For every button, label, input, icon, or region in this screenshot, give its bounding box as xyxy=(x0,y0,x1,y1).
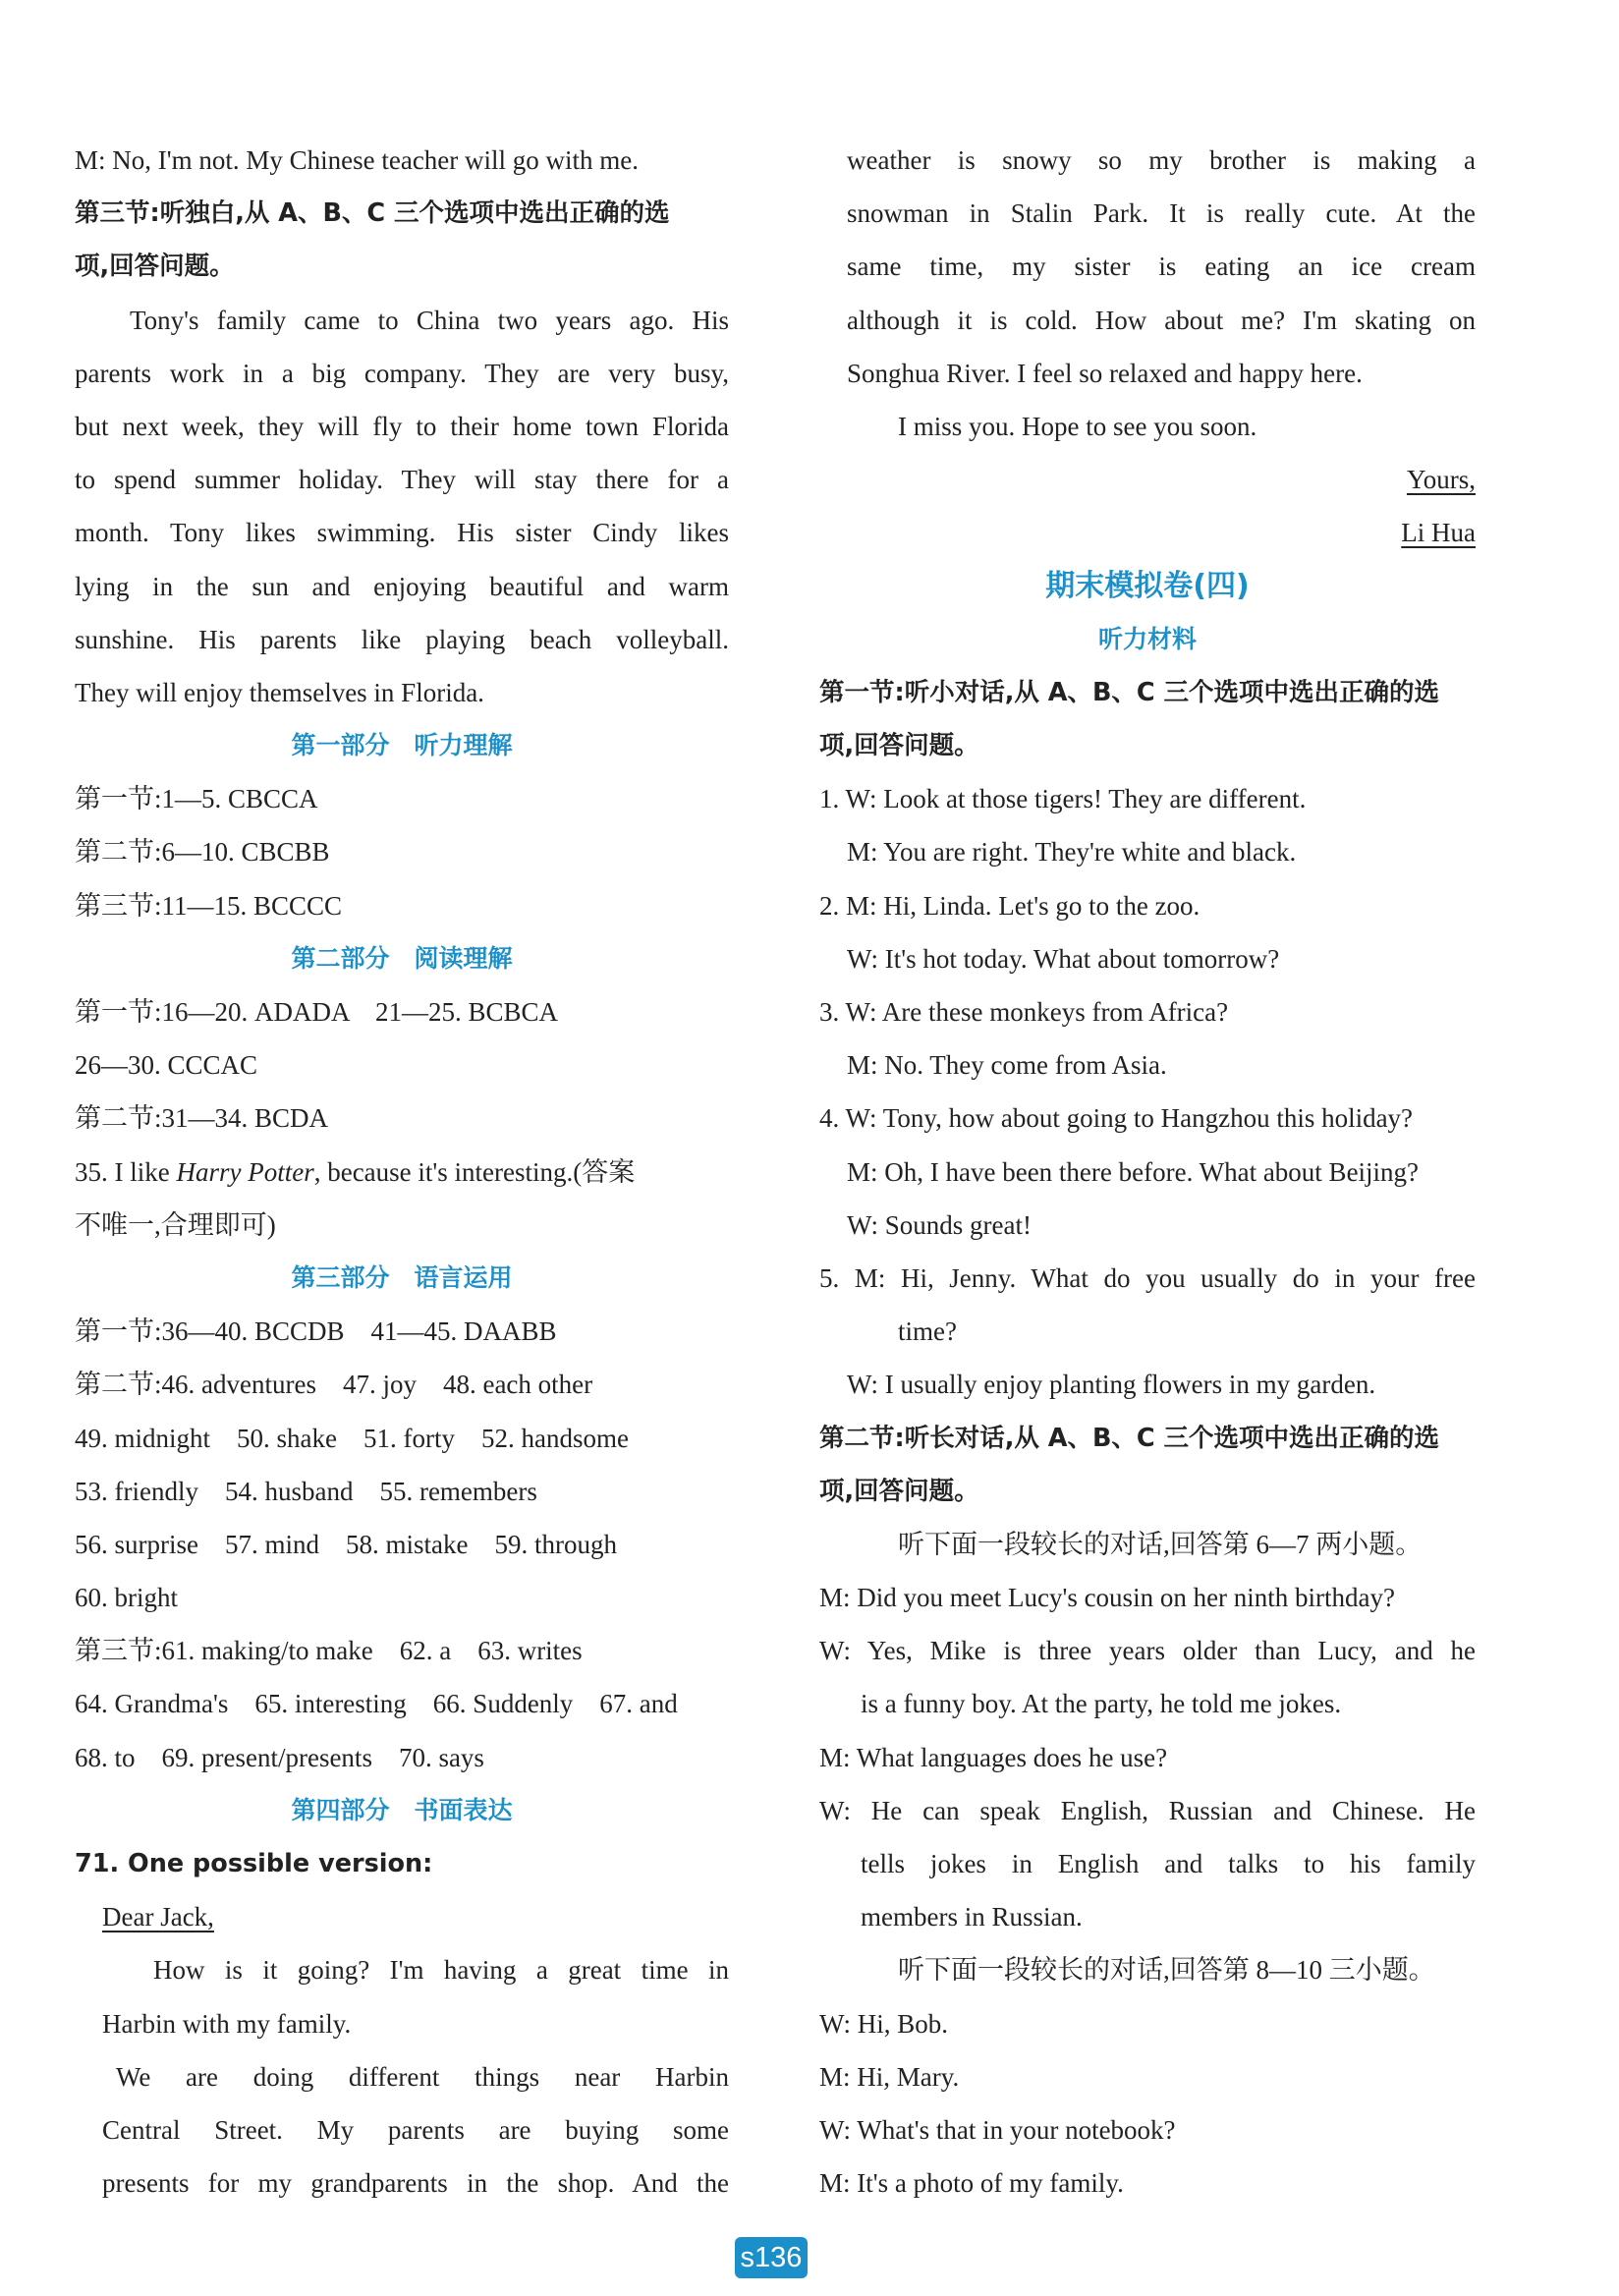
right-line: W: It's hot today. What about tomorrow? xyxy=(847,943,1280,974)
left-line: 第一部分 听力理解 xyxy=(291,731,513,760)
right-line: members in Russian. xyxy=(861,1902,1083,1932)
right-line: 3. W: Are these monkeys from Africa? xyxy=(819,997,1229,1027)
left-line: 第三部分 语言运用 xyxy=(291,1262,513,1292)
right-line: M: You are right. They're white and black. xyxy=(847,837,1297,868)
left-line: to spend summer holiday. They will stay there for a xyxy=(75,465,729,495)
right-line: 1. W: Look at those tigers! They are different. xyxy=(819,784,1307,814)
left-line: 第二节:6—10. CBCBB xyxy=(75,837,330,868)
right-line: M: It's a photo of my family. xyxy=(819,2168,1124,2199)
right-line: weather is snowy so my brother is making a xyxy=(847,145,1476,175)
page-number-badge: s136 xyxy=(735,2237,808,2278)
left-line: lying in the sun and enjoying beautiful and warm xyxy=(75,571,729,601)
right-line: M: Hi, Mary. xyxy=(819,2061,960,2092)
right-line: 听下面一段较长的对话,回答第 6—7 两小题。 xyxy=(898,1529,1423,1559)
left-line: We are doing different things near Harbin xyxy=(116,2061,729,2092)
left-line: 第一节:36—40. BCCDB 41—45. DAABB xyxy=(75,1316,557,1347)
right-line: 第二节:听长对话,从 A、B、C 三个选项中选出正确的选 xyxy=(819,1423,1440,1453)
left-line: 第三节:11—15. BCCCC xyxy=(75,890,343,921)
right-line: I miss you. Hope to see you soon. xyxy=(898,411,1257,441)
book-title: Harry Potter xyxy=(176,1156,314,1187)
left-line: 71. One possible version: xyxy=(75,1849,433,1878)
left-line: 第三节:听独白,从 A、B、C 三个选项中选出正确的选 xyxy=(75,198,670,229)
right-line: W: I usually enjoy planting flowers in my garden. xyxy=(847,1370,1376,1400)
right-line: snowman in Stalin Park. It is really cute. At the xyxy=(847,198,1476,229)
right-line: M: No. They come from Asia. xyxy=(847,1050,1167,1081)
left-line: M: No, I'm not. My Chinese teacher will go with me. xyxy=(75,145,640,175)
left-line: 26—30. CCCAC xyxy=(75,1050,258,1081)
right-line: Yours, xyxy=(1406,465,1476,495)
left-line: Tony's family came to China two years ago. His xyxy=(130,305,729,335)
right-line: Songhua River. I feel so relaxed and happy here. xyxy=(847,358,1363,388)
left-line: 56. surprise 57. mind 58. mistake 59. through xyxy=(75,1529,617,1559)
right-line: W: Sounds great! xyxy=(847,1209,1032,1240)
left-line: They will enjoy themselves in Florida. xyxy=(75,677,484,707)
left-line: Harbin with my family. xyxy=(102,2008,352,2039)
right-line: 听下面一段较长的对话,回答第 8—10 三小题。 xyxy=(898,1955,1435,1986)
left-line: sunshine. His parents like playing beach volleyball. xyxy=(75,624,729,654)
right-line: W: Yes, Mike is three years older than Lucy, and he xyxy=(819,1636,1476,1666)
line-text: 35. I like xyxy=(75,1156,177,1187)
right-line: 2. M: Hi, Linda. Let's go to the zoo. xyxy=(819,890,1200,921)
right-line: tells jokes in English and talks to his family xyxy=(861,1849,1476,1878)
right-line: Li Hua xyxy=(1401,518,1476,548)
right-line: M: What languages does he use? xyxy=(819,1742,1168,1772)
right-line: same time, my sister is eating an ice cream xyxy=(847,252,1476,282)
right-line: 5. M: Hi, Jenny. What do you usually do in your free xyxy=(819,1262,1476,1293)
left-line: but next week, they will fly to their home town Florida xyxy=(75,411,729,441)
left-line: 68. to 69. present/presents 70. says xyxy=(75,1742,484,1772)
right-line: 期末模拟卷(四) xyxy=(1045,568,1250,603)
left-line: 53. friendly 54. husband 55. remembers xyxy=(75,1476,537,1506)
right-line: 项,回答问题。 xyxy=(819,1476,979,1506)
left-line: 第一节:1—5. CBCCA xyxy=(75,784,318,814)
left-line: parents work in a big company. They are very busy, xyxy=(75,358,729,388)
right-line: M: Oh, I have been there before. What about Beijing? xyxy=(847,1156,1420,1187)
left-line: 60. bright xyxy=(75,1583,178,1613)
right-line: 第一节:听小对话,从 A、B、C 三个选项中选出正确的选 xyxy=(819,677,1440,707)
right-line: 项,回答问题。 xyxy=(819,731,979,761)
left-line: Central Street. My parents are buying some xyxy=(102,2114,729,2145)
left-line: 第二节:31—34. BCDA xyxy=(75,1103,329,1134)
left-line: 不唯一,合理即可) xyxy=(75,1209,276,1240)
left-line: 第二部分 阅读理解 xyxy=(291,943,513,973)
left-line: presents for my grandparents in the shop. And the xyxy=(102,2168,729,2199)
right-line: 4. W: Tony, how about going to Hangzhou this holiday? xyxy=(819,1103,1414,1134)
left-line: 第四部分 书面表达 xyxy=(291,1795,513,1824)
left-line: 64. Grandma's 65. interesting 66. Suddenly 67. and xyxy=(75,1689,678,1719)
left-line: How is it going? I'm having a great time in xyxy=(153,1955,729,1986)
left-line: 49. midnight 50. shake 51. forty 52. handsome xyxy=(75,1423,629,1453)
right-line: W: Hi, Bob. xyxy=(819,2008,948,2039)
left-line: 第一节:16—20. ADADA 21—25. BCBCA xyxy=(75,997,559,1027)
right-line: although it is cold. How about me? I'm skating on xyxy=(847,305,1476,335)
left-line: Dear Jack, xyxy=(102,1902,214,1932)
right-line: time? xyxy=(898,1316,957,1347)
left-line: 第二节:46. adventures 47. joy 48. each other xyxy=(75,1370,593,1400)
left-line: month. Tony likes swimming. His sister Cindy likes xyxy=(75,518,729,548)
right-line: is a funny boy. At the party, he told me jokes. xyxy=(861,1689,1342,1719)
left-column xyxy=(75,134,729,2210)
left-line: 第三节:61. making/to make 62. a 63. writes xyxy=(75,1636,583,1666)
right-column xyxy=(819,134,1476,2210)
line-text: , because it's interesting.(答案 xyxy=(313,1156,636,1187)
left-line xyxy=(75,1146,729,1199)
left-line: 项,回答问题。 xyxy=(75,252,235,282)
right-line: W: What's that in your notebook? xyxy=(819,2114,1176,2145)
right-line: M: Did you meet Lucy's cousin on her ninth birthday? xyxy=(819,1583,1396,1613)
right-line: 听力材料 xyxy=(1097,624,1197,653)
right-line: W: He can speak English, Russian and Chinese. He xyxy=(819,1795,1476,1825)
